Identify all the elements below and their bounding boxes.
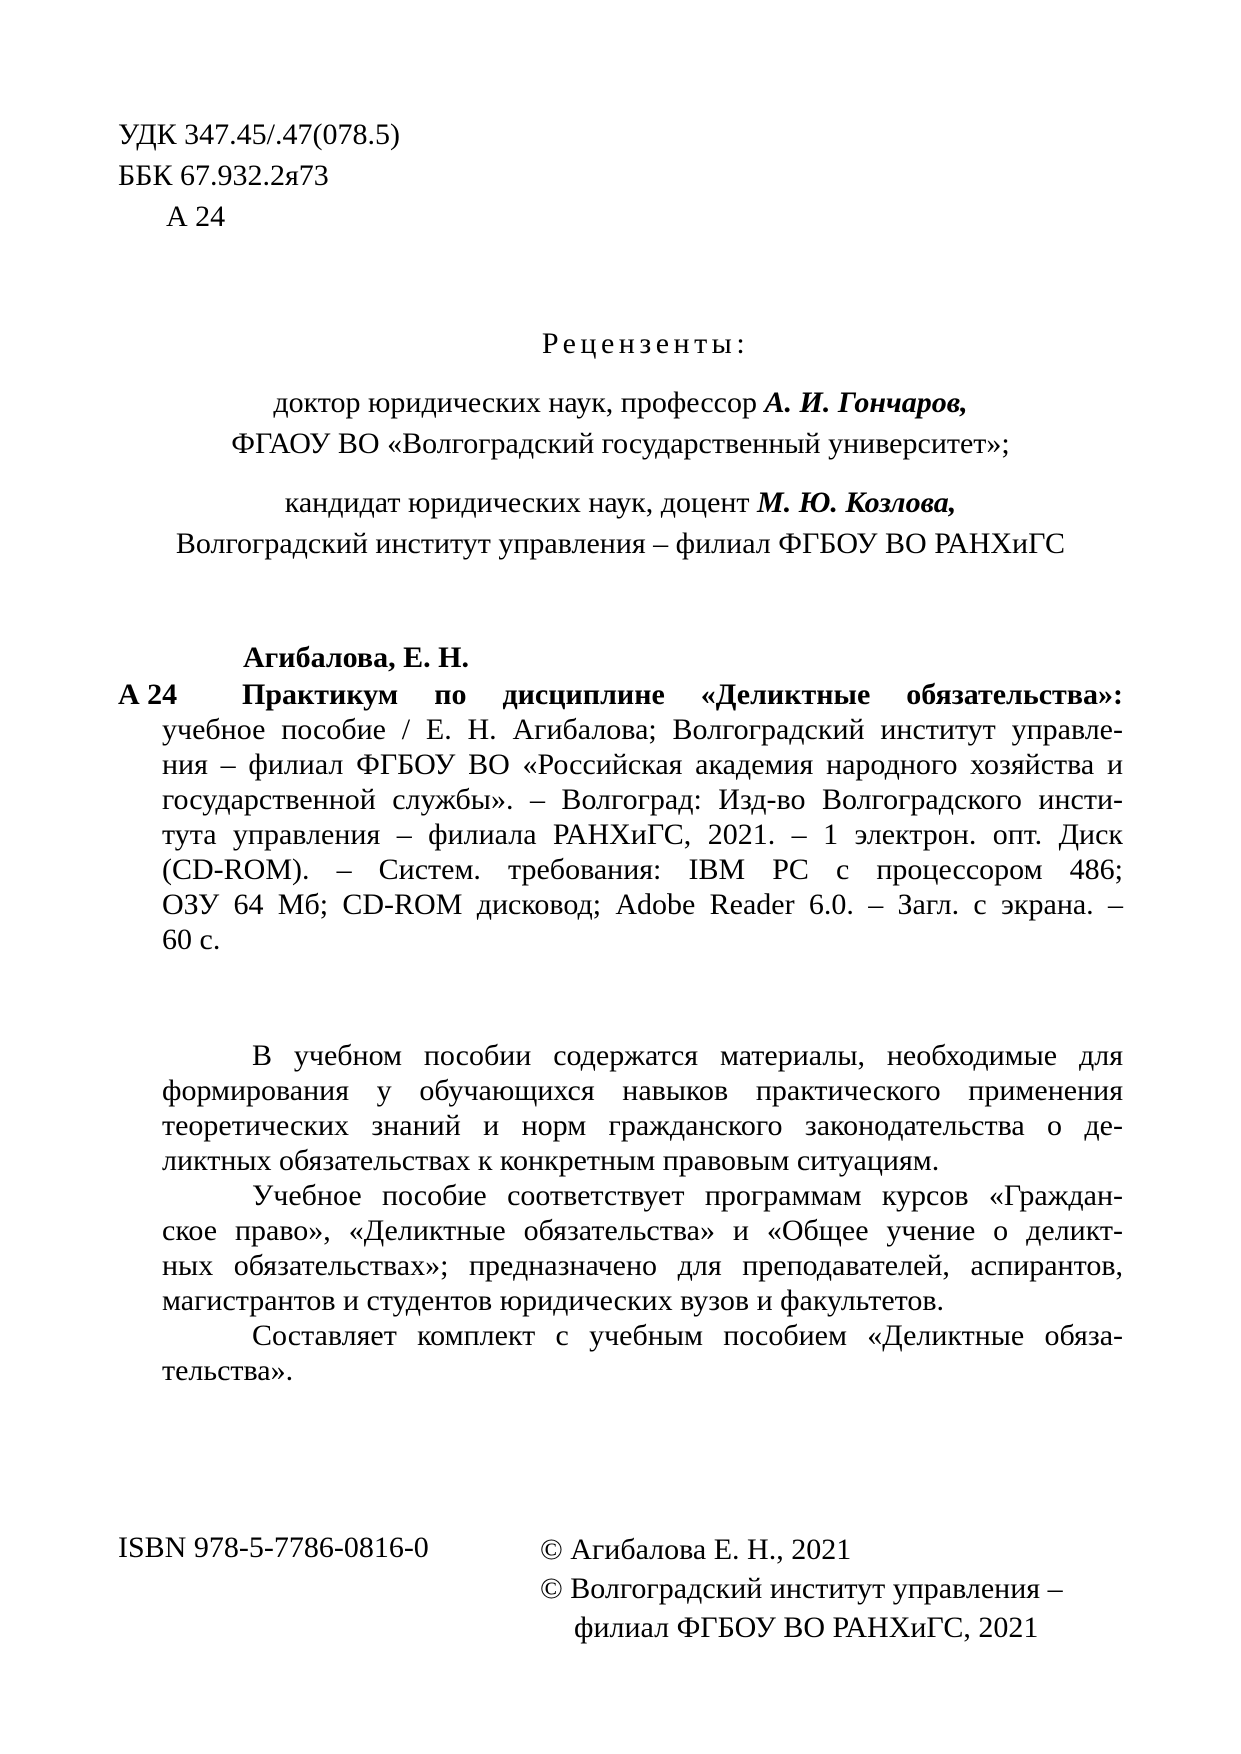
annotation-line: тельства». (162, 1354, 294, 1387)
entry-line: 60 с. (162, 923, 221, 956)
reviewer-2-name: М. Ю. Козлова, (757, 486, 957, 519)
bbk-code: ББК 67.932.2я73 (118, 159, 329, 192)
copyright-institute-line1: © Волгоградский институт управления – (540, 1572, 1063, 1605)
isbn: ISBN 978-5-7786-0816-0 (118, 1531, 429, 1564)
annotation-paragraph-3 (162, 1318, 1123, 1388)
copyright-institute-line2: филиал ФГБОУ ВО РАНХиГС, 2021 (574, 1611, 1039, 1644)
entry-title: Практикум по дисциплине «Деликтные обязательства»: (242, 678, 1123, 711)
annotation-paragraph-2 (162, 1178, 1123, 1318)
copyright-block (540, 1530, 1063, 1647)
entry-line: учебное пособие / Е. Н. Агибалова; Волгоградский институт управле- (162, 713, 1123, 746)
author-mark: А 24 (166, 200, 226, 233)
annotation-line: Учебное пособие соответствует программам курсов «Граждан- (252, 1179, 1123, 1212)
entry-body (162, 677, 1123, 957)
annotation-line: ское право», «Деликтные обязательства» и «Общее учение о деликт- (162, 1214, 1123, 1247)
reviewer-2-affiliation: Волгоградский институт управления – филиал ФГБОУ ВО РАНХиГС (175, 527, 1066, 560)
annotation-line: Составляет комплект с учебным пособием «Деликтные обяза- (252, 1319, 1123, 1352)
reviewer-2-degree: кандидат юридических наук, доцент (284, 486, 758, 519)
entry-line: государственной службы». – Волгоград: Изд-во Волгоградского инсти- (162, 783, 1123, 816)
annotation-line: В учебном пособии содержатся материалы, необходимые для (252, 1039, 1123, 1072)
entry-line: (CD-ROM). – Систем. требования: IBM PC с процессором 486; (162, 853, 1123, 886)
entry-line: тута управления – филиала РАНХиГС, 2021. – 1 электрон. опт. Диск (162, 818, 1123, 851)
reviewer-1-name: А. И. Гончаров, (764, 386, 968, 419)
reviewer-1 (0, 382, 1241, 464)
reviewer-2 (0, 482, 1241, 564)
reviewer-2-line (0, 482, 1241, 523)
annotation-line: ных обязательствах»; предназначено для преподавателей, аспирантов, (162, 1249, 1123, 1282)
reviewer-1-affiliation: ФГАОУ ВО «Волгоградский государственный университет»; (231, 427, 1010, 460)
annotation-line: ликтных обязательствах к конкретным правовым ситуациям. (162, 1144, 940, 1177)
reviewer-1-line (0, 382, 1241, 423)
entry-code: А 24 (118, 678, 178, 711)
reviewer-1-degree: доктор юридических наук, профессор (273, 386, 765, 419)
entry-line: ния – филиал ФГБОУ ВО «Российская академия народного хозяйства и (162, 748, 1123, 781)
copyright-author: © Агибалова Е. Н., 2021 (540, 1533, 852, 1566)
annotation-line: магистрантов и студентов юридических вузов и факультетов. (162, 1284, 945, 1317)
annotation-line: теоретических знаний и норм гражданского законодательства о де- (162, 1109, 1123, 1142)
entry-line: ОЗУ 64 Мб; CD-ROM дисковод; Adobe Reader 6.0. – Загл. с экрана. – (162, 888, 1123, 921)
udk-code: УДК 347.45/.47(078.5) (118, 118, 400, 151)
annotation-paragraph-1 (162, 1038, 1123, 1178)
classification-codes (118, 114, 400, 237)
annotation (162, 1038, 1123, 1388)
entry-author: Агибалова, Е. Н. (243, 641, 469, 674)
annotation-line: формирования у обучающихся навыков практического применения (162, 1074, 1123, 1107)
reviewers-heading: Рецензенты: (541, 327, 750, 360)
